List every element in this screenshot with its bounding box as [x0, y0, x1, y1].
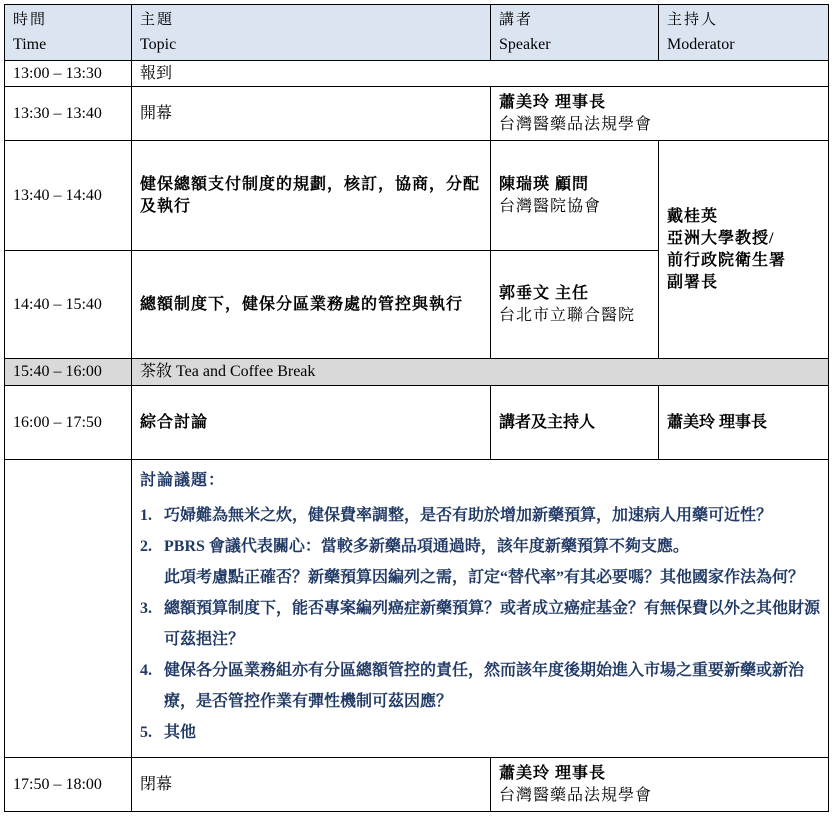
- row-topic: 開幕: [132, 87, 491, 141]
- row-topic: 茶敘 Tea and Coffee Break: [132, 359, 829, 386]
- row-time: 13:30 – 13:40: [5, 87, 132, 141]
- row-topic: 閉幕: [132, 758, 491, 812]
- moderator-title: 前行政院衛生署: [667, 251, 787, 269]
- row-speaker: [491, 87, 829, 141]
- row-time: 17:50 – 18:00: [5, 758, 132, 812]
- list-item: 1. 巧婦難為無米之炊，健保費率調整，是否有助於增加新藥預算，加速病人用藥可近性？: [140, 506, 773, 524]
- moderator-name: 戴桂英: [667, 207, 719, 225]
- table-row: [5, 359, 829, 386]
- discussion-heading: 討論議題：: [140, 471, 226, 489]
- table-row: [5, 61, 829, 87]
- row-topic: 報到: [132, 61, 829, 87]
- discussion-topics: [132, 460, 829, 758]
- session-moderator: [659, 141, 829, 359]
- speaker-name: 陳瑞瑛 顧問: [499, 175, 590, 193]
- list-item: 3. 總額預算制度下，能否專案編列癌症新藥預算？或者成立癌症基金？有無保費以外之其他財源可茲挹注？: [140, 599, 821, 648]
- table-row: [5, 460, 829, 758]
- moderator-title: 亞洲大學教授/: [667, 229, 775, 247]
- speaker-org: 台灣醫藥品法規學會: [499, 115, 653, 133]
- speaker-name: 郭垂文 主任: [499, 284, 590, 302]
- row-topic: 健保總額支付制度的規劃，核訂，協商，分配及執行: [132, 141, 491, 251]
- row-time: 15:40 – 16:00: [5, 359, 132, 386]
- row-time: 14:40 – 15:40: [5, 251, 132, 359]
- list-item: 5. 其他: [140, 723, 197, 741]
- speaker-name: 蕭美玲 理事長: [499, 764, 607, 782]
- row-speaker: 講者及主持人: [491, 386, 659, 460]
- header-moderator: 主持人 Moderator: [659, 5, 829, 61]
- header-topic: 主題 Topic: [132, 5, 491, 61]
- speaker-org: 台灣醫院協會: [499, 197, 602, 215]
- row-topic: 綜合討論: [132, 386, 491, 460]
- speaker-name: 蕭美玲 理事長: [499, 93, 607, 111]
- list-item: 2. PBRS 會議代表關心：當較多新藥品項通過時，該年度新藥預算不夠支應。 此項考慮點正確否？新藥預算因編列之需，訂定“替代率”有其必要嗎？其他國家作法為何？: [140, 537, 805, 586]
- speaker-org: 台灣醫藥品法規學會: [499, 786, 653, 804]
- table-row: [5, 87, 829, 141]
- row-speaker: [491, 141, 659, 251]
- row-topic: 總額制度下，健保分區業務處的管控與執行: [132, 251, 491, 359]
- list-item: 4. 健保各分區業務組亦有分區總額管控的責任，然而該年度後期始進入市場之重要新藥或新治療，是否管控作業有彈性機制可茲因應？: [140, 661, 805, 710]
- table-header: [5, 5, 829, 61]
- row-speaker: [491, 758, 829, 812]
- row-speaker: [491, 251, 659, 359]
- table-row: [5, 758, 829, 812]
- table-row: [5, 386, 829, 460]
- agenda-table: [4, 4, 829, 812]
- row-time: [5, 460, 132, 758]
- table-row: [5, 141, 829, 251]
- row-time: 13:00 – 13:30: [5, 61, 132, 87]
- header-speaker: 講者 Speaker: [491, 5, 659, 61]
- speaker-org: 台北市立聯合醫院: [499, 306, 636, 324]
- row-time: 13:40 – 14:40: [5, 141, 132, 251]
- moderator-title: 副署長: [667, 273, 719, 291]
- row-moderator: 蕭美玲 理事長: [659, 386, 829, 460]
- header-time: 時間 Time: [5, 5, 132, 61]
- row-time: 16:00 – 17:50: [5, 386, 132, 460]
- discussion-list: [140, 500, 820, 748]
